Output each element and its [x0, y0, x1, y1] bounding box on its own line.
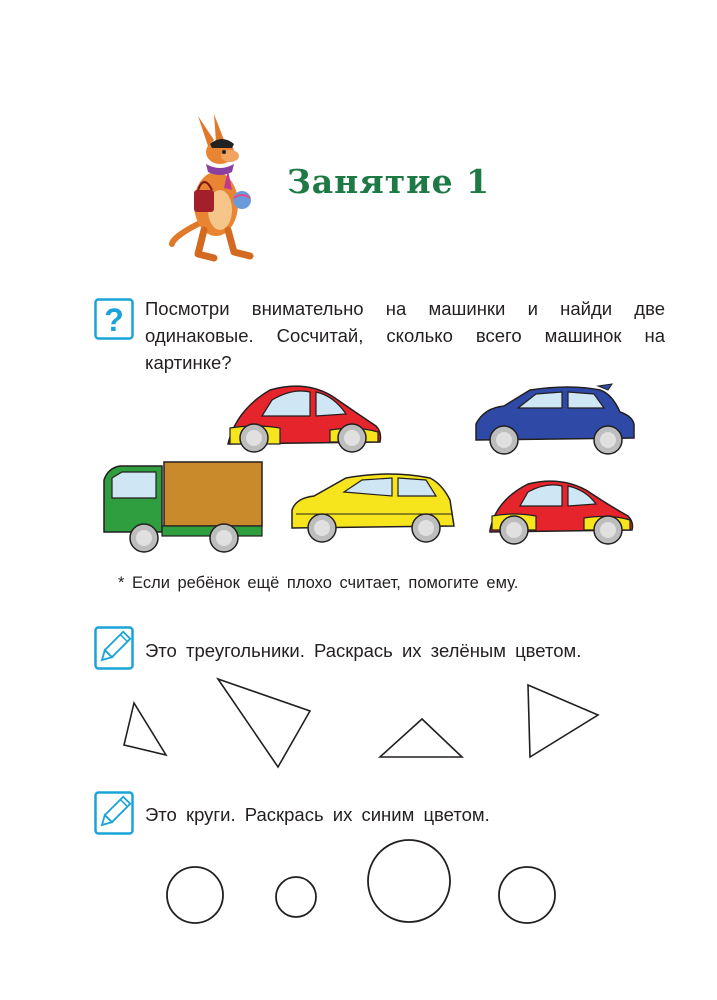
- truck-green: [104, 462, 262, 552]
- kangaroo-mascot-illustration: [168, 112, 260, 264]
- task-count-cars-text: Посмотри внимательно на машинки и найди две одинаковые. Сосчитай, сколько всего машинок на картинке?: [145, 298, 665, 373]
- pencil-icon: [94, 791, 134, 835]
- task-circles-text: Это круги. Раскрась их синим цветом.: [145, 804, 490, 825]
- task-triangles-text: Это треугольники. Раскрась их зелёным цветом.: [145, 640, 582, 661]
- pencil-icon: [94, 626, 134, 670]
- car-yellow: [292, 474, 454, 542]
- circle-4: [499, 867, 555, 923]
- circle-3: [368, 840, 450, 922]
- lesson-title: Занятие 1: [287, 162, 491, 201]
- parent-note: * Если ребёнок ещё плохо считает, помогите ему.: [118, 574, 519, 592]
- triangles-illustration: [120, 675, 600, 770]
- circle-2: [276, 877, 316, 917]
- car-red-top: [228, 386, 381, 452]
- circles-illustration: [160, 835, 560, 935]
- svg-text:?: ?: [104, 302, 124, 338]
- triangle-2: [218, 679, 310, 767]
- circle-1: [167, 867, 223, 923]
- question-icon: [94, 298, 134, 340]
- cars-illustration: [100, 380, 645, 560]
- triangle-4: [528, 685, 598, 757]
- triangle-3: [380, 719, 462, 757]
- triangle-1: [124, 703, 166, 755]
- car-blue-top: [476, 384, 634, 454]
- car-red-bottom: [490, 481, 633, 544]
